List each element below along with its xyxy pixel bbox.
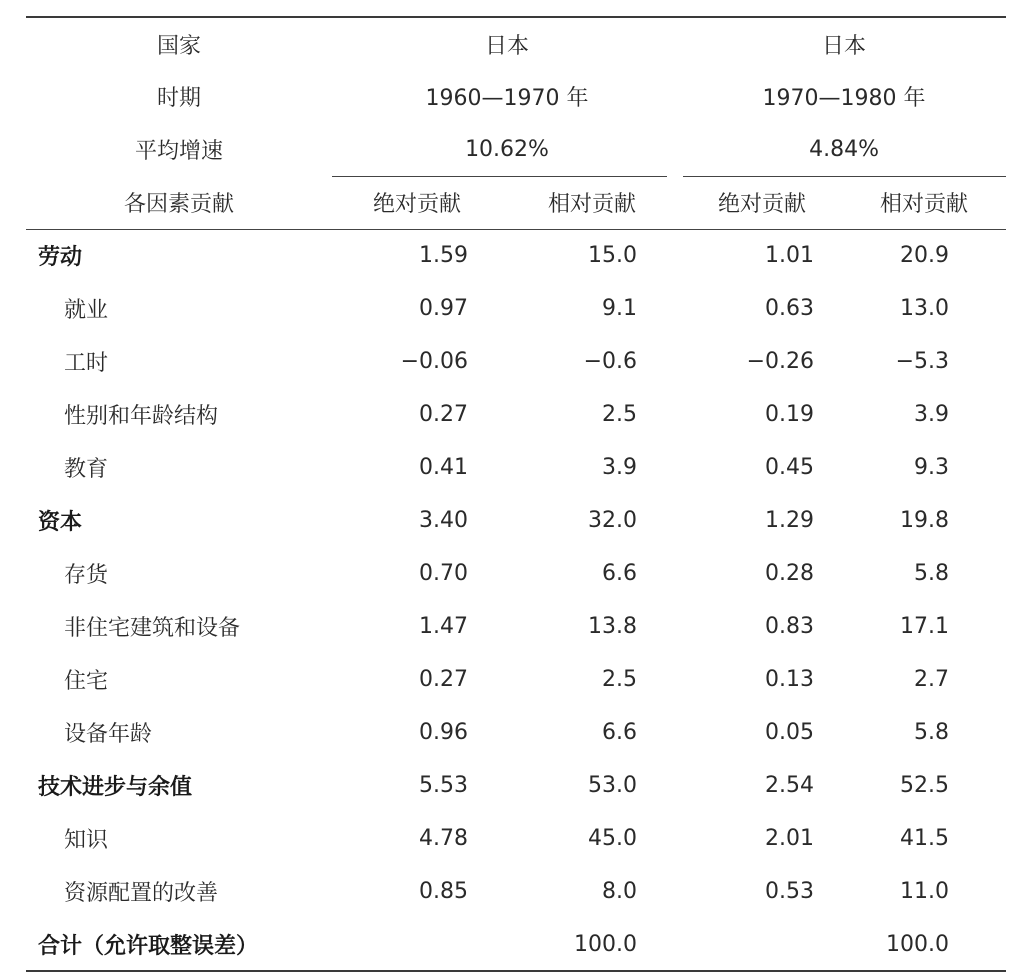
rel-a-value: 2.5 — [602, 402, 638, 427]
rel-b-value: 20.9 — [900, 243, 950, 269]
rel-a-value: 45.0 — [588, 826, 638, 851]
table-body — [26, 229, 1006, 971]
table-row — [26, 335, 1006, 388]
abs-b-value — [682, 918, 842, 971]
abs-a-value: 4.78 — [419, 826, 468, 851]
rel-a-value: 6.6 — [602, 720, 638, 745]
rel-b-value: 11.0 — [900, 879, 950, 904]
abs-contribution-a: 绝对贡献 — [332, 176, 502, 229]
table-row — [26, 388, 1006, 441]
rel-a-value: 32.0 — [588, 508, 638, 533]
rel-a-value: 2.5 — [602, 667, 638, 692]
rel-a-value: 15.0 — [588, 243, 638, 269]
abs-a-value — [332, 918, 502, 971]
row-label: 非住宅建筑和设备 — [64, 616, 241, 641]
abs-b-value: 0.83 — [765, 614, 815, 639]
rel-a-value: 3.9 — [602, 455, 638, 480]
abs-a-value: 5.53 — [419, 773, 468, 798]
row-label: 存货 — [64, 563, 109, 588]
rel-contribution-a: 相对贡献 — [502, 176, 682, 229]
period-b: 1970—1980 年 — [762, 86, 926, 111]
rel-a-value: 100.0 — [502, 918, 682, 971]
rel-b-value: 52.5 — [900, 773, 950, 798]
rel-b-value: 13.0 — [900, 296, 950, 321]
header-row-factors — [26, 176, 1006, 229]
table-row — [26, 600, 1006, 653]
table-row — [26, 759, 1006, 812]
abs-contribution-b: 绝对贡献 — [682, 176, 842, 229]
rel-a-value: 53.0 — [588, 773, 638, 798]
rel-b-value: 9.3 — [914, 455, 950, 480]
table-row — [26, 282, 1006, 335]
table-row — [26, 441, 1006, 494]
abs-a-value: 1.47 — [419, 614, 468, 639]
abs-b-value: 1.29 — [765, 508, 815, 533]
table-row — [26, 812, 1006, 865]
table-row — [26, 494, 1006, 547]
rel-a-value: 9.1 — [602, 296, 638, 321]
table-row — [26, 547, 1006, 600]
abs-a-value: 0.27 — [419, 402, 468, 427]
abs-a-value: 0.27 — [419, 667, 468, 692]
country-label: 国家 — [26, 17, 332, 70]
abs-b-value: 0.45 — [765, 455, 815, 480]
row-label: 设备年龄 — [64, 722, 153, 747]
rel-a-value: 6.6 — [602, 561, 638, 586]
abs-a-value: 0.70 — [419, 561, 468, 586]
table-row — [26, 706, 1006, 759]
row-label: 教育 — [64, 457, 109, 482]
abs-a-value: 0.97 — [419, 296, 468, 321]
row-label: 就业 — [64, 298, 109, 323]
period-label: 时期 — [156, 86, 201, 111]
rel-b-value: 19.8 — [900, 508, 950, 533]
row-label: 性别和年龄结构 — [64, 404, 219, 429]
row-label: 技术进步与余值 — [38, 775, 193, 800]
factor-label: 各因素贡献 — [26, 176, 332, 229]
row-label: 知识 — [64, 828, 109, 853]
abs-b-value: 0.53 — [765, 879, 815, 904]
abs-b-value: −0.26 — [746, 349, 815, 374]
rel-b-value: −5.3 — [895, 349, 950, 374]
growth-a: 10.62% — [332, 123, 682, 176]
rel-b-value: 5.8 — [914, 720, 950, 745]
row-label: 劳动 — [38, 245, 83, 271]
row-label: 合计（允许取整误差） — [26, 918, 332, 971]
abs-a-value: 3.40 — [419, 508, 468, 533]
abs-b-value: 1.01 — [765, 243, 815, 269]
row-label: 住宅 — [64, 669, 109, 694]
header-row-growth — [26, 123, 1006, 176]
rel-b-value: 100.0 — [842, 918, 1006, 971]
rel-contribution-b: 相对贡献 — [842, 176, 1006, 229]
abs-a-value: −0.06 — [400, 349, 468, 374]
abs-b-value: 0.19 — [765, 402, 815, 427]
table-row — [26, 229, 1006, 282]
rel-a-value: 13.8 — [588, 614, 638, 639]
growth-label: 平均增速 — [134, 139, 223, 164]
abs-a-value: 0.85 — [419, 879, 468, 904]
abs-a-value: 0.41 — [419, 455, 468, 480]
rel-b-value: 17.1 — [900, 614, 950, 639]
abs-b-value: 0.05 — [765, 720, 815, 745]
row-label: 资本 — [38, 510, 83, 535]
abs-a-value: 1.59 — [419, 243, 468, 269]
rel-b-value: 2.7 — [914, 667, 950, 692]
table-row — [26, 653, 1006, 706]
growth-accounting-table — [26, 16, 1006, 972]
abs-b-value: 0.63 — [765, 296, 815, 321]
abs-b-value: 0.13 — [765, 667, 815, 692]
header-row-period — [26, 70, 1006, 123]
rel-b-value: 3.9 — [914, 402, 950, 427]
country-a: 日本 — [332, 17, 682, 70]
row-label: 工时 — [64, 351, 109, 376]
table-row — [26, 918, 1006, 971]
rel-a-value: −0.6 — [583, 349, 638, 374]
row-label: 资源配置的改善 — [64, 881, 219, 906]
rel-b-value: 5.8 — [914, 561, 950, 586]
abs-b-value: 2.01 — [765, 826, 815, 851]
table-row — [26, 865, 1006, 918]
rel-b-value: 41.5 — [900, 826, 950, 851]
country-b: 日本 — [682, 17, 1006, 70]
header-row-country — [26, 17, 1006, 70]
period-a: 1960—1970 年 — [425, 86, 589, 111]
abs-a-value: 0.96 — [419, 720, 468, 745]
rel-a-value: 8.0 — [602, 879, 638, 904]
abs-b-value: 2.54 — [765, 773, 815, 798]
growth-b: 4.84% — [682, 123, 1006, 176]
abs-b-value: 0.28 — [765, 561, 815, 586]
